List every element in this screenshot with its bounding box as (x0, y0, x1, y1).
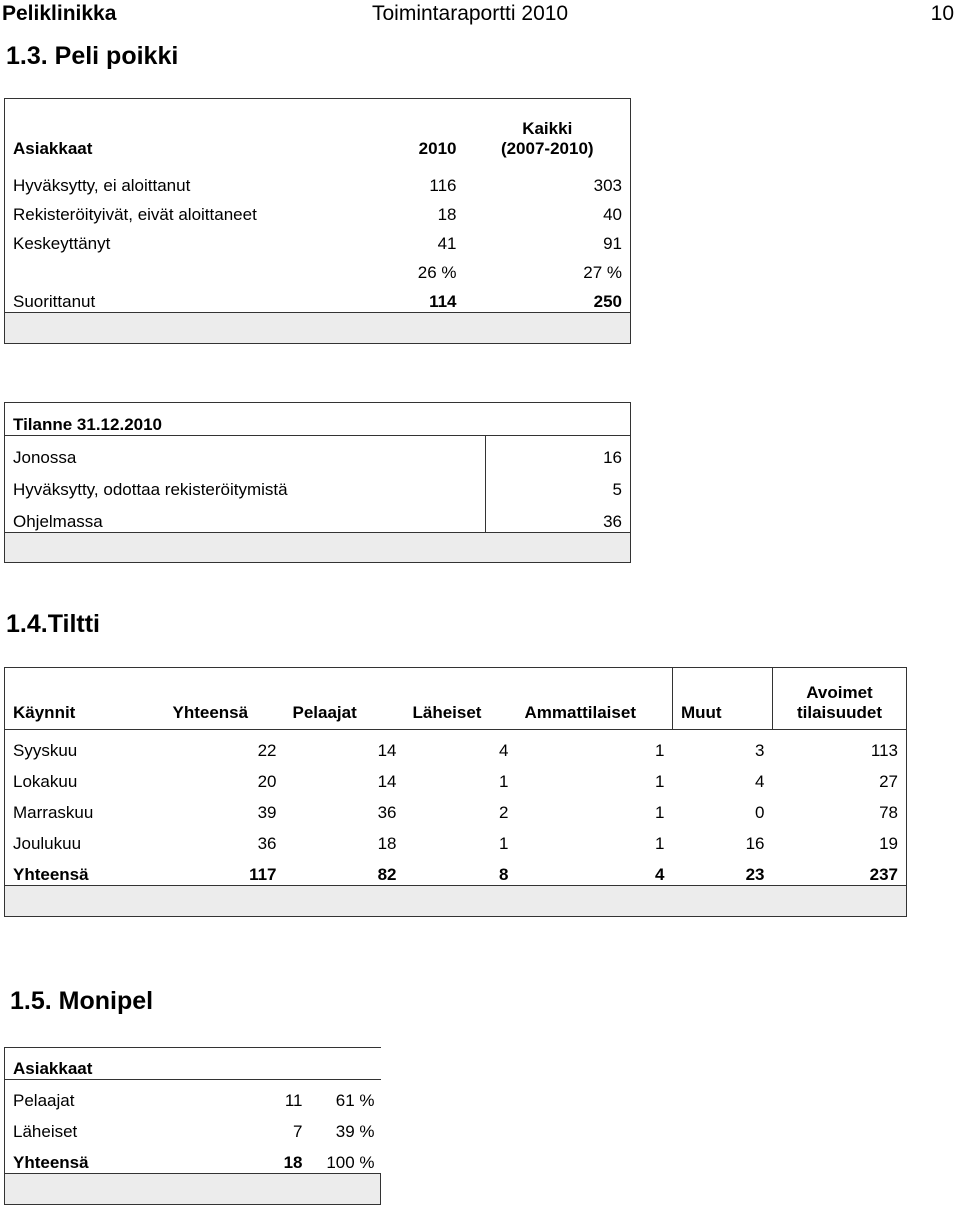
cell-yhteensa: 36 (257, 834, 277, 853)
header-kaikki (465, 99, 631, 168)
table-footer-bar (5, 1174, 381, 1205)
cell-avoimet: 78 (879, 803, 898, 822)
header-muut: Muut (673, 668, 773, 730)
tiltti-table (4, 667, 907, 917)
header-pelaajat: Pelaajat (292, 703, 357, 722)
table-row (5, 761, 907, 792)
row-label: Hyväksytty, ei aloittanut (13, 176, 191, 195)
table-total-row (5, 854, 907, 886)
status-label: Hyväksytty, odottaa rekisteröitymistä (13, 480, 288, 499)
header-kaynnit: Käynnit (13, 703, 76, 722)
table-row (5, 225, 631, 254)
table-row (5, 792, 907, 823)
cell-laheiset: 1 (499, 772, 509, 791)
total-laheiset: 8 (499, 865, 509, 884)
row-all: 27 % (583, 263, 622, 282)
header-asiakkaat: Asiakkaat (13, 139, 93, 158)
cell-month: Lokakuu (13, 772, 78, 791)
row-label: Pelaajat (5, 1080, 211, 1112)
row-count: 7 (293, 1122, 303, 1141)
table-row (5, 1111, 381, 1142)
cell-laheiset: 4 (405, 730, 517, 762)
section-title-peli-poikki: 1.3. Peli poikki (6, 42, 179, 70)
cell-ammattilaiset: 1 (655, 803, 665, 822)
table-row (5, 500, 631, 533)
table-header-row (5, 99, 631, 168)
cell-laheiset: 2 (499, 803, 509, 822)
header-ammattilaiset: Ammattilaiset (524, 703, 636, 722)
cell-pelaajat: 14 (377, 772, 397, 791)
table-row (5, 436, 631, 469)
cell-pelaajat: 14 (285, 730, 405, 762)
total-pelaajat: 82 (377, 865, 397, 884)
header-avoimet-line2: tilaisuudet (796, 703, 882, 722)
cell-avoimet: 113 (773, 730, 907, 762)
table-row (5, 823, 907, 854)
cell-avoimet: 27 (879, 772, 898, 791)
table-total-row (5, 283, 631, 313)
header-kaikki-line1: Kaikki (522, 119, 573, 138)
cell-month: Syyskuu (5, 730, 165, 762)
cell-laheiset: 1 (499, 834, 509, 853)
cell-yhteensa: 39 (257, 803, 277, 822)
total-2010: 114 (429, 292, 457, 311)
header-avoimet-line1: Avoimet (806, 683, 873, 702)
row-2010: 116 (429, 176, 457, 195)
row-label: Keskeyttänyt (13, 234, 111, 253)
table-header-row (5, 668, 907, 730)
row-label: Rekisteröityivät, eivät aloittaneet (13, 205, 257, 224)
table-row (5, 254, 631, 283)
cell-muut: 4 (755, 772, 765, 791)
row-pct: 61 % (309, 1080, 381, 1112)
table-row (5, 167, 631, 196)
status-label: Ohjelmassa (13, 512, 103, 531)
table-footer-bar (5, 533, 631, 563)
report-title: Toimintaraportti 2010 (372, 2, 569, 25)
row-count: 11 (211, 1080, 309, 1112)
cell-pelaajat: 36 (377, 803, 397, 822)
total-yhteensa: 117 (249, 865, 277, 884)
row-pct: 39 % (335, 1122, 375, 1141)
page-number: 10 (930, 2, 954, 25)
table-footer-bar (5, 313, 631, 344)
status-value: 16 (486, 436, 631, 469)
status-value: 36 (486, 500, 631, 533)
status-value: 5 (486, 468, 631, 500)
total-label: Yhteensä (13, 1153, 89, 1172)
cell-pelaajat: 18 (377, 834, 397, 853)
org-name: Peliklinikka (2, 2, 117, 25)
table-row (5, 468, 631, 500)
total-ammattilaiset: 4 (655, 865, 665, 884)
cell-yhteensa: 22 (165, 730, 285, 762)
row-all: 40 (603, 205, 622, 224)
table-row (5, 730, 907, 762)
total-label: Yhteensä (13, 865, 89, 884)
row-2010: 41 (437, 234, 457, 253)
status-title: Tilanne 31.12.2010 (13, 415, 163, 434)
table-row (5, 1080, 381, 1112)
row-label: Läheiset (13, 1122, 78, 1141)
table-row (5, 196, 631, 225)
cell-ammattilaiset: 1 (655, 834, 665, 853)
total-pct: 100 % (326, 1153, 375, 1172)
total-all: 250 (593, 292, 622, 311)
table-footer-bar (5, 886, 907, 917)
section-title-tiltti: 1.4.Tiltti (6, 610, 101, 638)
cell-ammattilaiset: 1 (517, 730, 673, 762)
header-avoimet (773, 668, 907, 730)
row-all: 303 (593, 176, 622, 195)
header-kaikki-line2: (2007-2010) (500, 139, 594, 158)
table-total-row (5, 1142, 381, 1174)
table-header-row (5, 1048, 381, 1080)
header-2010: 2010 (418, 139, 457, 158)
row-all: 91 (603, 234, 622, 253)
status-header-row (5, 403, 631, 436)
cell-muut: 3 (673, 730, 773, 762)
status-label: Jonossa (5, 436, 486, 469)
cell-month: Marraskuu (13, 803, 94, 822)
total-label: Suorittanut (13, 292, 96, 311)
header-asiakkaat: Asiakkaat (13, 1059, 93, 1078)
header-yhteensa: Yhteensä (172, 703, 249, 722)
cell-ammattilaiset: 1 (655, 772, 665, 791)
cell-muut: 0 (755, 803, 765, 822)
peli-poikki-table (4, 98, 631, 344)
section-title-monipel: 1.5. Monipel (10, 987, 154, 1015)
cell-month: Joulukuu (13, 834, 82, 853)
cell-avoimet: 19 (879, 834, 898, 853)
cell-muut: 16 (745, 834, 765, 853)
total-avoimet: 237 (869, 865, 898, 884)
total-count: 18 (283, 1153, 303, 1172)
monipel-table (4, 1047, 381, 1205)
row-2010: 18 (437, 205, 457, 224)
total-muut: 23 (745, 865, 765, 884)
row-2010: 26 % (417, 263, 457, 282)
row-label (5, 254, 335, 283)
header-laheiset: Läheiset (412, 703, 482, 722)
status-table (4, 402, 631, 563)
cell-yhteensa: 20 (257, 772, 277, 791)
